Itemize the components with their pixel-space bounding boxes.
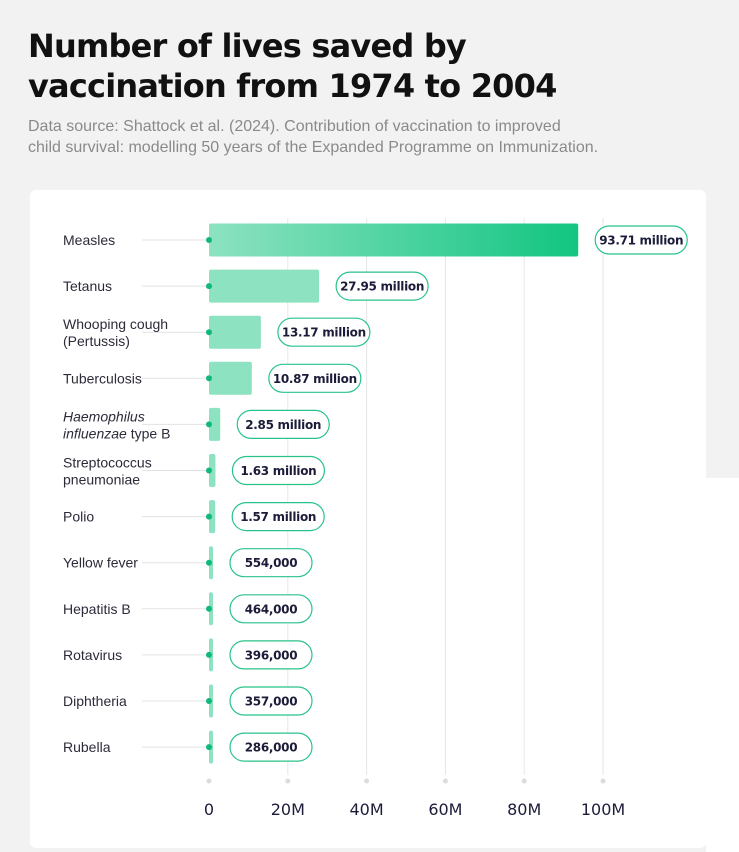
category-label: Whooping cough: [63, 316, 169, 333]
x-tick-label: 60M: [428, 800, 463, 819]
x-axis-ticks: [204, 779, 625, 820]
category-label: Tetanus: [63, 278, 113, 295]
category-label-line2: (Pertussis): [63, 333, 130, 350]
value-label: 396,000: [244, 648, 298, 663]
category-label: Yellow fever: [63, 554, 138, 571]
bars: [206, 224, 578, 764]
category-labels: [63, 232, 170, 755]
bar-dot: [206, 237, 212, 243]
subtitle-line2: child survival: modelling 50 years of the Expanded Programme on Immunization.: [28, 139, 599, 156]
tick-dot: [443, 779, 448, 784]
chart-subtitle: [28, 116, 628, 158]
value-label: 93.71 million: [599, 233, 684, 248]
value-label: 357,000: [244, 694, 298, 709]
bar-chart: [30, 190, 706, 848]
bar-dot: [206, 698, 212, 704]
chart-title-line1: Number of lives saved by: [28, 27, 466, 65]
category-label: Rubella: [63, 739, 111, 756]
background-strip: [706, 478, 739, 852]
tick-dot: [207, 779, 212, 784]
tick-dot: [285, 779, 290, 784]
chart-title: [28, 26, 668, 106]
bar-dot: [206, 744, 212, 750]
x-tick-label: 40M: [349, 800, 384, 819]
chart-card: [30, 190, 706, 848]
bar-dot: [206, 652, 212, 658]
bar-dot: [206, 468, 212, 474]
chart-header: [28, 26, 668, 158]
bar: [209, 224, 578, 257]
value-label: 27.95 million: [340, 279, 425, 294]
value-labels: [230, 226, 687, 761]
category-label-line2: influenzae type B: [63, 425, 171, 442]
subtitle-line1: Data source: Shattock et al. (2024). Contribution of vaccination to improved: [28, 118, 561, 135]
value-label: 1.57 million: [240, 510, 317, 525]
category-label: Haemophilus: [63, 408, 145, 425]
bar: [209, 316, 261, 349]
value-label: 13.17 million: [281, 325, 366, 340]
category-label: Measles: [63, 232, 116, 248]
x-tick-label: 20M: [270, 800, 305, 819]
bar: [209, 270, 319, 303]
chart-title-line2: vaccination from 1974 to 2004: [28, 67, 557, 105]
bar: [209, 362, 252, 395]
value-label: 10.87 million: [272, 371, 357, 386]
bar-dot: [206, 514, 212, 520]
x-tick-label: 0: [203, 800, 215, 819]
bar-dot: [206, 375, 212, 381]
tick-dot: [364, 779, 369, 784]
grid-lines: [288, 218, 603, 775]
category-label-line2: pneumoniae: [63, 471, 141, 488]
tick-dot: [601, 779, 606, 784]
bar-dot: [206, 606, 212, 612]
x-tick-label: 100M: [580, 800, 626, 819]
bar-dot: [206, 560, 212, 566]
category-label: Streptococcus: [63, 454, 152, 471]
category-label: Rotavirus: [63, 646, 123, 663]
category-label: Hepatitis B: [63, 600, 131, 617]
value-label: 286,000: [244, 740, 298, 755]
bar-dot: [206, 283, 212, 289]
bar-dot: [206, 421, 212, 427]
value-label: 2.85 million: [245, 417, 322, 432]
value-label: 554,000: [244, 556, 298, 571]
category-label: Tuberculosis: [63, 370, 142, 387]
bar-dot: [206, 329, 212, 335]
tick-dot: [522, 779, 527, 784]
category-label: Diphtheria: [63, 693, 127, 709]
x-tick-label: 80M: [507, 800, 542, 819]
value-label: 1.63 million: [240, 464, 317, 478]
category-label: Polio: [63, 508, 95, 525]
value-label: 464,000: [244, 602, 298, 617]
